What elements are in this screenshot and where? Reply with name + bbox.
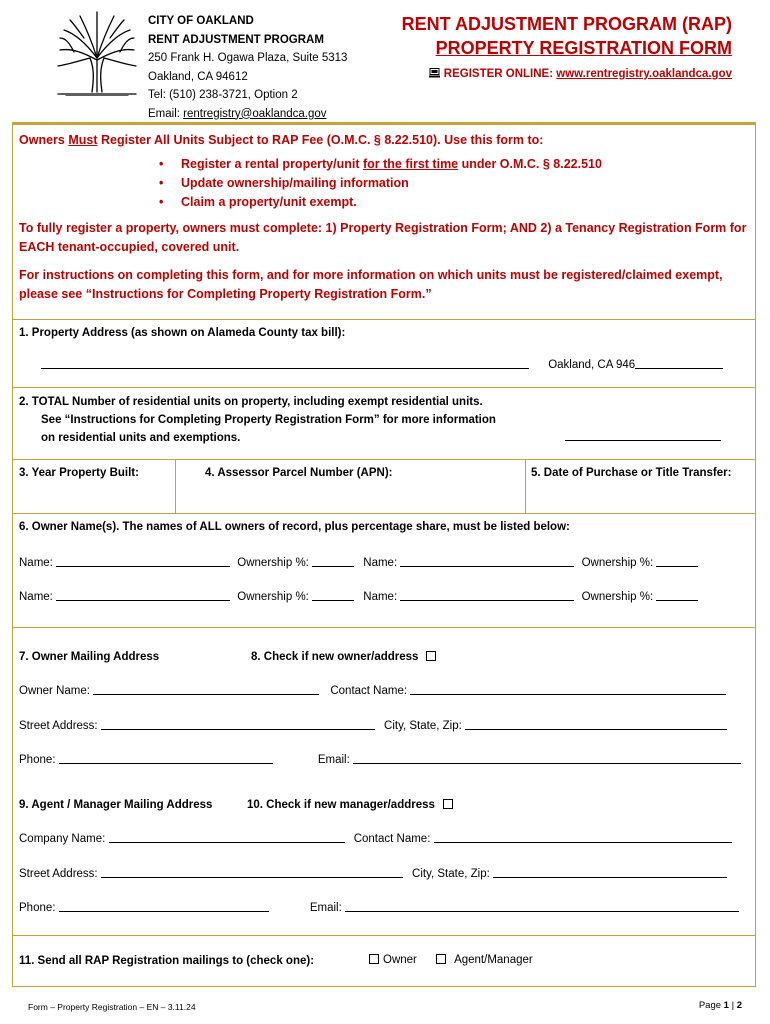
owner-name-field-3[interactable] (56, 589, 230, 601)
property-city-label: Oakland, CA 946 (548, 359, 636, 371)
ownership-field-1[interactable] (312, 555, 354, 567)
mailing-preference-options (365, 951, 533, 969)
owner-mailing-label: 7. Owner Mailing Address (19, 651, 160, 663)
new-manager-checkbox[interactable] (443, 799, 453, 809)
new-owner-check-label: 8. Check if new owner/address (251, 651, 419, 663)
company-name-label: Company Name: (19, 833, 106, 845)
purchase-date-label: 5. Date of Purchase or Title Transfer: (531, 467, 732, 479)
ownership-label: Ownership %: (581, 591, 654, 603)
page-label: Page (698, 1000, 724, 1011)
ownership-field-4[interactable] (656, 589, 698, 601)
form-version: Form – Property Registration – EN – 3.11.24 (28, 1002, 196, 1012)
intro-must-register (19, 131, 749, 150)
intro-full-registration: To fully register a property, owners must complete: 1) Property Registration Form; AND 2) a Tenancy Registration Form for EACH tenant-occupied, covered unit. (19, 221, 747, 254)
owner-name-field-4[interactable] (400, 589, 574, 601)
owner-name-label: Name: (19, 591, 53, 603)
total-units-label: 2. TOTAL Number of residential units on property, including exempt residential units. (19, 396, 483, 408)
company-name-row (19, 830, 732, 848)
form-title-block (402, 12, 732, 84)
agency-city: CITY OF OAKLAND (148, 15, 254, 27)
mailing-preference-section (13, 935, 755, 987)
agent-contact-label: Contact Name: (353, 833, 431, 845)
ownership-field-3[interactable] (312, 589, 354, 601)
owner-email-label: Email: (317, 754, 350, 766)
owner-name-field[interactable] (93, 683, 319, 695)
agency-email-row (148, 105, 347, 124)
page-separator: | (728, 1000, 737, 1011)
owner-phone-label: Phone: (19, 754, 56, 766)
property-address-row (41, 356, 723, 374)
agency-phone: Tel: (510) 238-3721, Option 2 (148, 89, 298, 101)
owner-name-field-2[interactable] (400, 555, 574, 567)
bullet1-start: Register a rental property/unit (181, 157, 363, 171)
page-number (699, 1000, 742, 1011)
owner-names-label: 6. Owner Name(s). The names of ALL owners of record, plus percentage share, must be listed below: (19, 521, 570, 533)
intro-bullet-list (159, 155, 602, 212)
owner-row-1 (19, 554, 698, 572)
form-title-program: RENT ADJUSTMENT PROGRAM (RAP) (401, 14, 732, 34)
owner-name-field-1[interactable] (56, 555, 230, 567)
year-built-label: 3. Year Property Built: (19, 467, 139, 479)
year-built-field[interactable] (13, 460, 175, 514)
register-online-row (402, 64, 732, 84)
ownership-field-2[interactable] (656, 555, 698, 567)
owner-name-label: Name: (363, 557, 398, 569)
owner-street-label: Street Address: (19, 720, 98, 732)
agent-city-field[interactable] (493, 866, 727, 878)
mailing-preference-label: 11. Send all RAP Registration mailings to (check one): (19, 955, 315, 967)
intro-p1-end: Register All Units Subject to RAP Fee (O.M.C. § 8.22.510). Use this form to: (97, 133, 544, 147)
agent-mailing-label: 9. Agent / Manager Mailing Address (19, 799, 213, 811)
list-item (159, 155, 602, 174)
form-title-name: PROPERTY REGISTRATION FORM (435, 38, 732, 58)
list-item: • Update ownership/mailing information (159, 174, 602, 193)
ownership-label: Ownership %: (237, 591, 309, 603)
owner-mailing-section (13, 627, 755, 903)
register-online-label: REGISTER ONLINE: (443, 68, 557, 80)
new-owner-check-row (251, 648, 440, 666)
owner-city-label: City, State, Zip: (384, 720, 462, 732)
intro-p1-start: Owners (19, 133, 69, 147)
total-units-field[interactable] (565, 429, 721, 441)
total-units-note1: See “Instructions for Completing Property Registration Form” for more information (41, 414, 496, 426)
bullet1-end: under O.M.C. § 8.22.510 (458, 157, 602, 171)
page-footer (28, 1000, 742, 1016)
agent-phone-field[interactable] (59, 900, 269, 912)
agency-contact-block (148, 12, 347, 123)
owner-option-checkbox[interactable] (369, 954, 379, 964)
agency-address-line2: Oakland, CA 94612 (148, 70, 248, 83)
owner-name-field-label: Owner Name: (19, 685, 90, 697)
bullet1-first-time: for the first time (362, 157, 459, 171)
owner-contact-field[interactable] (410, 683, 726, 695)
agency-email-label: Email: (148, 107, 184, 120)
ownership-label: Ownership %: (581, 557, 654, 569)
intro-instructions: For instructions on completing this form, and for more information on which units must be registered/claimed exempt, please see “Instructions for Completing Property Registration Form.” (19, 268, 723, 301)
total-units-row (565, 428, 721, 446)
agency-program: RENT ADJUSTMENT PROGRAM (148, 33, 324, 46)
owner-street-row (19, 717, 727, 735)
agent-email-field[interactable] (345, 900, 739, 912)
owner-name-label: Name: (363, 591, 398, 603)
owner-name-label: Name: (19, 557, 53, 569)
owner-name-row (19, 682, 726, 700)
page-total: 2 (736, 1000, 742, 1011)
owner-phone-field[interactable] (59, 752, 273, 764)
agent-street-row (19, 865, 727, 883)
page-header (0, 0, 770, 118)
new-manager-check-row (247, 796, 457, 814)
agency-email-link[interactable]: rentregistry@oaklandca.gov (183, 107, 327, 120)
agent-phone-label: Phone: (19, 902, 56, 914)
apn-label: 4. Assessor Parcel Number (APN): (205, 467, 393, 479)
agent-option-label: Agent/Manager (454, 954, 533, 966)
owner-contact-label: Contact Name: (330, 685, 408, 697)
owner-email-field[interactable] (353, 752, 741, 764)
page-current: 1 (723, 1000, 729, 1011)
list-item: • Claim a property/unit exempt. (159, 193, 602, 212)
property-address-section (13, 319, 755, 387)
intro-section (13, 125, 755, 321)
new-manager-check-label: 10. Check if new manager/address (247, 799, 435, 811)
registration-form (12, 122, 756, 987)
agent-street-field[interactable] (101, 866, 403, 878)
property-zip-field[interactable] (635, 357, 723, 369)
register-online-link[interactable]: www.rentregistry.oaklandca.gov (556, 68, 732, 80)
agent-city-label: City, State, Zip: (412, 868, 490, 880)
purchase-date-field[interactable] (526, 460, 755, 514)
owner-names-section (13, 513, 755, 627)
agent-email-label: Email: (309, 902, 342, 914)
oakland-tree-logo-icon (54, 8, 140, 96)
total-units-section (13, 387, 755, 459)
total-units-note2: on residential units and exemptions. (41, 432, 241, 444)
owner-street-field[interactable] (101, 718, 375, 730)
property-address-label: 1. Property Address (as shown on Alameda County tax bill): (19, 327, 346, 339)
agent-contact-field[interactable] (434, 831, 732, 843)
computer-icon (429, 68, 440, 78)
company-name-field[interactable] (109, 831, 345, 843)
property-details-section (13, 459, 755, 513)
agent-phone-row (19, 899, 739, 917)
ownership-label: Ownership %: (237, 557, 309, 569)
owner-phone-row (19, 751, 741, 769)
owner-option-label: Owner (383, 954, 417, 966)
agent-option-checkbox[interactable] (436, 954, 446, 964)
new-owner-checkbox[interactable] (426, 651, 436, 661)
intro-p1-must: Must (68, 133, 98, 147)
agent-street-label: Street Address: (19, 868, 98, 880)
agency-address-line1: 250 Frank H. Ogawa Plaza, Suite 5313 (148, 52, 348, 64)
owner-row-2 (19, 588, 698, 606)
apn-field[interactable] (176, 460, 525, 514)
property-street-field[interactable] (41, 357, 529, 369)
owner-city-field[interactable] (465, 718, 727, 730)
